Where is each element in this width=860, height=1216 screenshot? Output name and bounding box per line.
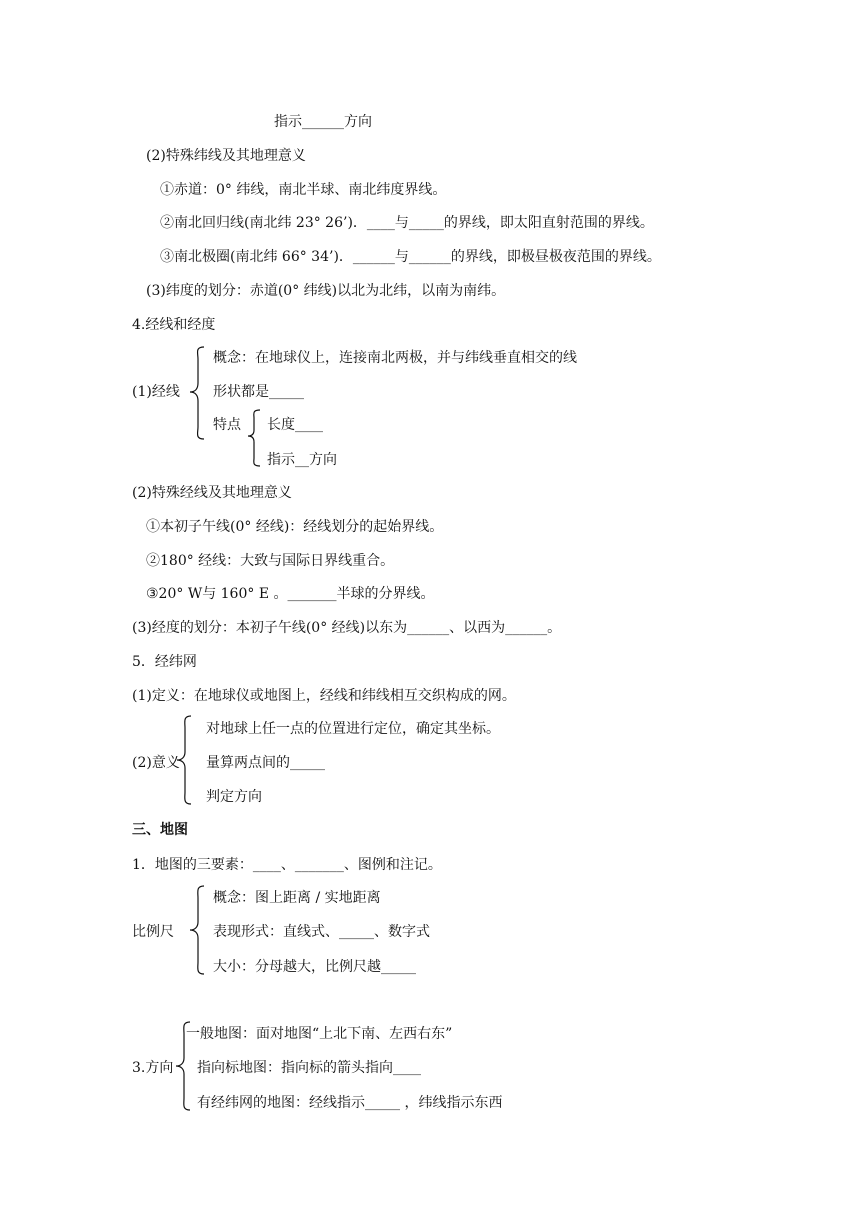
meaning-distance: 量算两点间的_____ — [206, 755, 325, 771]
lat-item-equator: ①赤道：0° 纬线，南北半球、南北纬度界线。 — [160, 182, 447, 198]
lon-item-180: ②180° 经线：大致与国际日界线重合。 — [146, 553, 395, 569]
direction-graticule: 有经纬网的地图：经线指示_____ ，纬线指示东西 — [197, 1095, 503, 1111]
meridian-length: 长度____ — [267, 417, 323, 433]
meaning-direction: 判定方向 — [206, 789, 262, 805]
meridian-feature-label: 特点 — [213, 417, 241, 433]
direction-general: 一般地图：面对地图“上北下南、左西右东” — [186, 1026, 453, 1042]
scale-label: 比例尺 — [132, 924, 174, 940]
meridian-label: (1)经线 — [132, 384, 180, 400]
lon-item-hemisphere: ③20° W与 160° E 。_______半球的分界线。 — [146, 586, 435, 602]
lat-special-heading: (2)特殊纬线及其地理意义 — [146, 148, 306, 164]
meridian-direction: 指示__方向 — [267, 452, 337, 468]
map-elements: 1．地图的三要素：____、_______、图例和注记。 — [132, 857, 442, 873]
direction-label: 3.方向 — [132, 1060, 174, 1076]
meridian-concept: 概念：在地球仪上，连接南北两极，并与纬线垂直相交的线 — [213, 350, 577, 366]
lat-division: (3)纬度的划分：赤道(0° 纬线)以北为北纬，以南为南纬。 — [146, 283, 506, 299]
section4-title: 4.经线和经度 — [132, 317, 216, 333]
scale-forms: 表现形式：直线式、_____、数字式 — [213, 924, 430, 940]
scale-concept: 概念：图上距离 / 实地距离 — [213, 890, 381, 906]
lon-division: (3)经度的划分：本初子午线(0° 经线)以东为______、以西为______。 — [132, 620, 562, 636]
lon-special-heading: (2)特殊经线及其地理意义 — [132, 485, 292, 501]
lat-item-tropics: ②南北回归线(南北纬 23° 26’)．____与_____的界线，即太阳直射范围的界线。 — [160, 215, 654, 231]
section5-title: 5．经纬网 — [132, 654, 197, 670]
feature-brace — [246, 408, 264, 468]
meaning-locate: 对地球上任一点的位置进行定位，确定其坐标。 — [206, 721, 500, 737]
direction-line: 指示______方向 — [274, 114, 372, 130]
meridian-brace — [188, 345, 208, 441]
direction-arrow: 指向标地图：指向标的箭头指向____ — [197, 1060, 421, 1076]
meaning-brace — [175, 714, 195, 806]
scale-size: 大小：分母越大，比例尺越_____ — [213, 959, 416, 975]
graticule-meaning-label: (2)意义 — [132, 755, 180, 771]
graticule-definition: (1)定义：在地球仪或地图上，经线和纬线相互交织构成的网。 — [132, 688, 516, 704]
lon-item-prime: ①本初子午线(0° 经线)：经线划分的起始界线。 — [146, 519, 444, 535]
section3-title: 三、地图 — [132, 822, 188, 838]
scale-brace — [188, 884, 208, 976]
meridian-shape: 形状都是_____ — [213, 384, 304, 400]
lat-item-polar: ③南北极圈(南北纬 66° 34’)．______与______的界线，即极昼极夜范围的界线。 — [160, 249, 661, 265]
